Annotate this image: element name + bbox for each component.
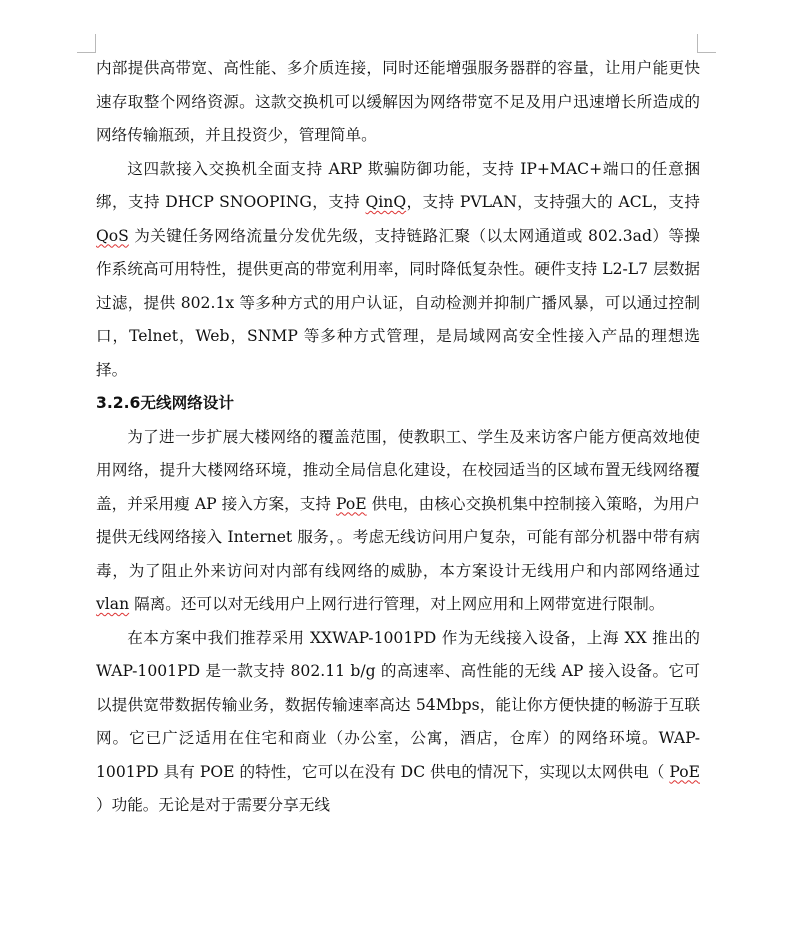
document-body — [96, 52, 700, 823]
text-run: 这四款接入交换机全面支持 ARP 欺骗防御功能，支持 IP+MAC+端口的任意捆绑，支持 DHCP SNOOPING，支持 — [96, 159, 700, 211]
spellcheck-word-qos: QoS — [96, 226, 129, 245]
text-run: 供电，由核心交换机集中控制接入策略，为用户提供无线网络接入 Internet 服务，。考虑无线访问用户复杂，可能有部分机器中带有病毒，为了阻止外来访问对内部有线网络的威胁，本方案设计无线用户和内部网络通过 — [96, 494, 700, 580]
spellcheck-word-vlan: vlan — [96, 595, 130, 613]
text-run: 为关键任务网络流量分发优先级，支持链路汇聚（以太网通道或 802.3ad）等操作系统高可用特性，提供更高的带宽利用率，同时降低复杂性。硬件支持 L2-L7 层数据过滤，提供 802.1x 等多种方式的用户认证，自动检测并抑制广播风暴，可以通过控制口，Telnet，Web，SNMP 等多种方式管理，是局域网高安全性接入产品的理想选择。 — [96, 226, 700, 379]
text-run: ，支持 PVLAN，支持强大的 ACL，支持 — [406, 193, 700, 211]
text-run: 为了进一步扩展大楼网络的覆盖范围，使教职工、学生及来访客户能方便高效地使用网络，提升大楼网络环境，推动全局信息化建设，在校园适当的区域布置无线网络覆盖，并采用瘦 AP 接入方案，支持 — [96, 427, 700, 513]
paragraph-access-switch-features — [96, 153, 700, 388]
margin-mark-left-horizontal — [77, 52, 96, 53]
text-run: 在本方案中我们推荐采用 XXWAP-1001PD 作为无线接入设备，上海 XX 推出的 WAP-1001PD 是一款支持 802.11 b/g 的高速率、高性能的无线 AP 接入设备。它可以提供宽带数据传输业务，数据传输速率高达 54Mbps，能让你方便快捷的畅游于互联网。它已广泛适用在住宅和商业（办公室，公寓，酒店，仓库）的网络环境。WAP-1001PD 具有 POE 的特性，它可以在没有 DC 供电的情况下，实现以太网供电（ — [96, 628, 700, 781]
spellcheck-word-poe: PoE — [669, 762, 700, 781]
paragraph-recommended-ap — [96, 622, 700, 823]
margin-mark-left-vertical — [95, 34, 96, 52]
spellcheck-word-qinq: QinQ — [365, 193, 407, 211]
spellcheck-word-poe: PoE — [336, 494, 367, 513]
text-run: ）功能。无论是对于需要分享无线 — [96, 796, 330, 814]
section-heading: 3.2.6无线网络设计 — [96, 394, 234, 412]
paragraph-wireless-design — [96, 421, 700, 622]
paragraph-capacity: 内部提供高带宽、高性能、多介质连接，同时还能增强服务器群的容量，让用户能更快速存取整个网络资源。这款交换机可以缓解因为网络带宽不足及用户迅速增长所造成的网络传输瓶颈，并且投资少，管理简单。 — [96, 59, 700, 144]
text-run: 隔离。还可以对无线用户上网行进行管理，对上网应用和上网带宽进行限制。 — [129, 595, 665, 613]
margin-mark-right-vertical — [697, 34, 698, 52]
